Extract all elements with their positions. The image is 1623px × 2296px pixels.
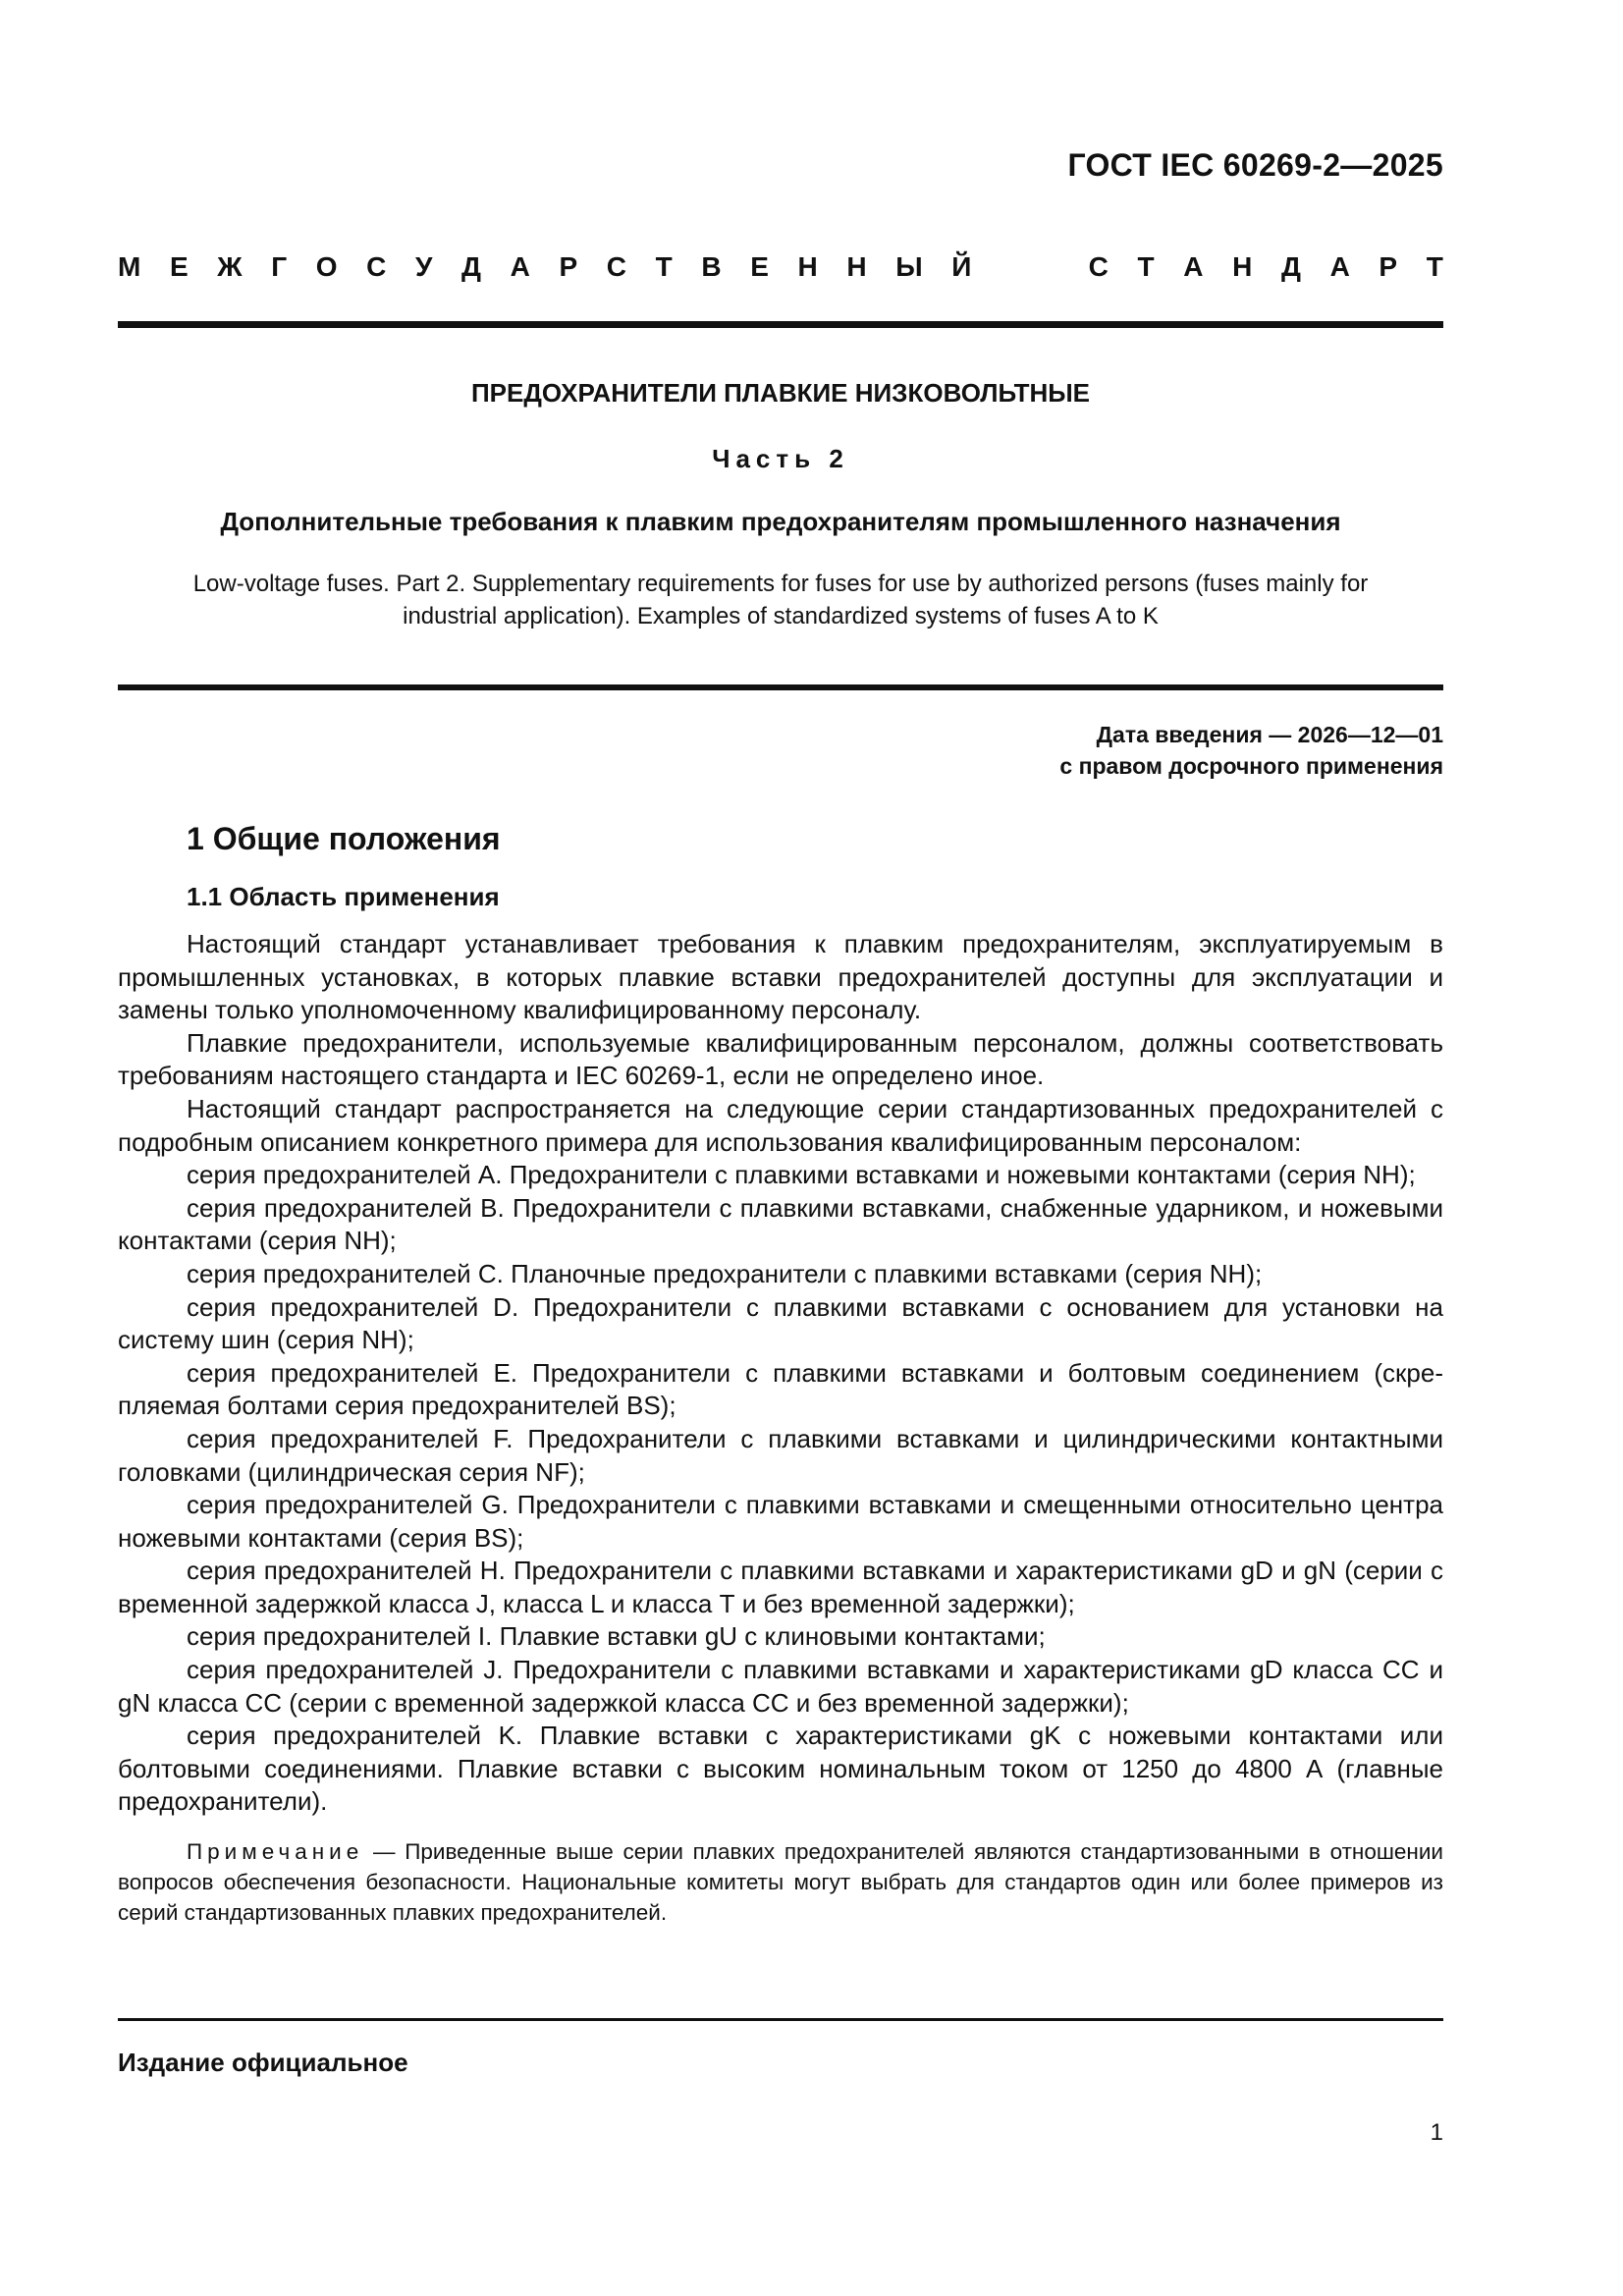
letter: Д: [461, 251, 481, 282]
letter: Г: [271, 251, 288, 282]
letter: С: [1088, 251, 1109, 282]
letter: А: [1183, 251, 1204, 282]
early-application-note: с правом досрочного применения: [1059, 753, 1443, 779]
note-text: — Приведенные выше серии плавких предохранителей являются стандартизованными в отношении вопросов обеспечения безопасности. Национальные комитеты могут выбрать для стандартов один или более примеров из серий стандартизованных плавких предохранителей.: [118, 1839, 1443, 1925]
letter: Ж: [217, 251, 243, 282]
word-gap: [1001, 251, 1059, 283]
standard-type-heading: [118, 251, 1443, 283]
english-title: Low-voltage fuses. Part 2. Supplementary requirements for fuses for use by authorized persons (fuses mainly for industrial application). Examples of standardized systems of fuses A to K: [192, 571, 1369, 629]
document-title: ПРЕДОХРАНИТЕЛИ ПЛАВКИЕ НИЗКОВОЛЬТНЫЕ: [470, 378, 1091, 408]
official-edition-label: Издание официальное: [118, 2048, 408, 2077]
introduction-date-block: [1059, 719, 1443, 782]
list-item: серия предохранителей J. Предохранители с плавкими вставками и характеристиками gD класса CC и gN класса CC (серии с временной задержкой класса CC и без временной задержки);: [118, 1655, 1443, 1718]
list-item: серия предохранителей G. Предохранители с плавкими вставками и смещенными относительно центра ножевыми контактами (серия BS);: [118, 1490, 1443, 1553]
letter: А: [510, 251, 530, 282]
body-text: [118, 928, 1443, 1819]
letter: Е: [750, 251, 769, 282]
letter: Е: [169, 251, 189, 282]
note-label: Примечание: [187, 1839, 364, 1864]
list-item: серия предохранителей D. Предохранители с плавкими вставками с основанием для установки на систему шин (серия NH);: [118, 1291, 1443, 1355]
letter: О: [315, 251, 338, 282]
list-item: серия предохранителей Н. Предохранители с плавкими вставками и характеристиками gD и gN (серии с временной задержкой класса J, класса L и класса Т и без временной задержки);: [118, 1556, 1443, 1618]
letter: Р: [559, 251, 578, 282]
letter: Ы: [895, 251, 923, 282]
introduction-date: Дата введения — 2026—12—01: [1096, 722, 1443, 747]
note: [118, 1836, 1443, 1928]
footer-divider: [118, 2018, 1443, 2021]
paragraph: Плавкие предохранители, используемые квалифицированным персоналом, должны соответствовать требованиям настоящего стандарта и IEC 60269-1, если не определено иное.: [118, 1027, 1443, 1091]
letter: Д: [1280, 251, 1301, 282]
title-divider: [118, 684, 1443, 690]
letter: У: [414, 251, 433, 282]
section-heading: 1 Общие положения: [187, 821, 501, 856]
letter: Н: [846, 251, 867, 282]
letter: Й: [951, 251, 972, 282]
paragraph: Настоящий стандарт устанавливает требования к плавким предохранителям, эксплуатируемым в промышленных установках, в которых плавкие вставки предохранителей доступны для эксплуатации и замены только уполномоченному квалифицированному персоналу.: [118, 929, 1443, 1025]
subsection-heading: 1.1 Область применения: [187, 882, 500, 911]
page-number: 1: [1430, 2119, 1443, 2146]
letter: Р: [1379, 251, 1398, 282]
letter: С: [606, 251, 626, 282]
paragraph: Настоящий стандарт распространяется на следующие серии стандартизованных предохранителей с подробным описанием конкретного примера для использования квалифицированным персоналом:: [118, 1093, 1443, 1157]
list-item: серия предохранителей Е. Предохранители с плавкими вставками и болтовым соединением (скрепляемая болтами серия предохранителей BS);: [118, 1357, 1443, 1421]
letter: Т: [1137, 251, 1155, 282]
standard-id: ГОСТ IEC 60269-2—2025: [1067, 147, 1443, 183]
list-item: серия предохранителей С. Планочные предохранители с плавкими вставками (серия NH);: [187, 1258, 1263, 1288]
list-item: серия предохранителей F. Предохранители с плавкими вставками и цилиндрическими контактными головками (цилиндрическая серия NF);: [118, 1423, 1443, 1487]
letter: А: [1329, 251, 1350, 282]
part-label: Часть 2: [712, 444, 849, 473]
letter: В: [701, 251, 722, 282]
note-paragraph: [118, 1836, 1443, 1928]
list-item: серия предохранителей K. Плавкие вставки с характеристиками gK с ножевыми контактами или болтовыми соединениями. Плавкие вставки с высоким номинальным током от 1250 до 4800 А (главные предохранители).: [118, 1721, 1443, 1817]
letter: Т: [655, 251, 673, 282]
letter: Н: [797, 251, 818, 282]
list-item: серия предохранителей А. Предохранители с плавкими вставками и ножевыми контактами (серия NH);: [187, 1160, 1416, 1190]
list-item: серия предохранителей В. Предохранители с плавкими вставками, снабженные ударником, и ножевыми контактами (серия NH);: [118, 1192, 1443, 1256]
document-subtitle: Дополнительные требования к плавким предохранителям промышленного назначения: [220, 507, 1341, 536]
letter: Т: [1426, 251, 1443, 282]
letter: С: [366, 251, 387, 282]
letter: Н: [1232, 251, 1253, 282]
list-item: серия предохранителей I. Плавкие вставки gU с клиновыми контактами;: [187, 1621, 1046, 1652]
header-divider: [118, 321, 1443, 328]
letter: М: [118, 251, 141, 282]
